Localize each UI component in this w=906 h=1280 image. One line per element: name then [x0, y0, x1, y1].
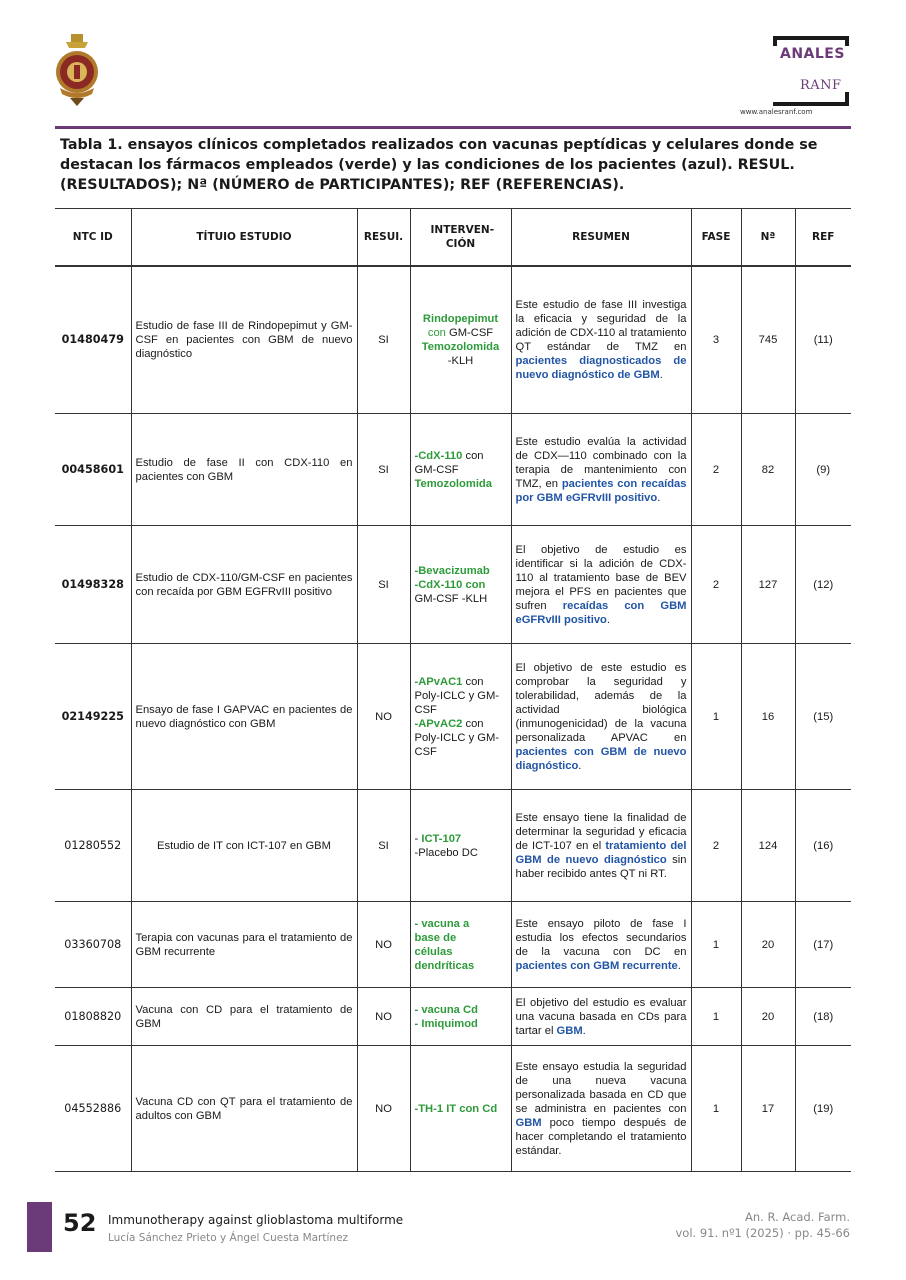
header-ntc-id: NTC ID [55, 209, 131, 266]
phase-cell: 1 [691, 644, 741, 790]
table-row [55, 526, 851, 644]
phase-cell: 1 [691, 902, 741, 988]
phase-cell: 1 [691, 988, 741, 1046]
ntc-id-cell: 03360708 [55, 902, 131, 988]
summary-cell [511, 988, 691, 1046]
study-title-cell: Vacuna CD con QT para el tratamiento de adultos con GBM [131, 1046, 357, 1172]
summary-text: Este ensayo tiene la finalidad de determinar la seguridad y eficacia de ICT-107 en el [515, 811, 687, 852]
patient-condition: GBM [556, 1024, 583, 1037]
result-cell: NO [357, 902, 410, 988]
phase-cell: 2 [691, 790, 741, 902]
summary-text: . [606, 613, 610, 626]
drug-name: - vacuna a base de células dendríticas [414, 917, 475, 972]
ref-cell: (16) [795, 790, 851, 902]
ref-cell: (9) [795, 414, 851, 526]
patient-condition: pacientes con recaídas por GBM eGFRvIII positivo [515, 477, 687, 504]
ref-cell: (19) [795, 1046, 851, 1172]
study-title-cell: Estudio de IT con ICT-107 en GBM [131, 790, 357, 902]
intervention-cell [410, 644, 511, 790]
intervention-text: con Poly-ICLC y GM-CSF [414, 717, 500, 758]
intervention-text: - [414, 832, 422, 845]
participants-cell: 127 [741, 526, 795, 644]
study-title-cell: Ensayo de fase I GAPVAC en pacientes de nuevo diagnóstico con GBM [131, 644, 357, 790]
summary-cell [511, 902, 691, 988]
summary-text: El objetivo del estudio es evaluar una vacuna basada en CDs para tartar el [515, 996, 687, 1037]
study-title-cell: Terapia con vacunas para el tratamiento de GBM recurrente [131, 902, 357, 988]
summary-cell [511, 266, 691, 414]
summary-cell [511, 414, 691, 526]
summary-text: El objetivo de estudio es identificar si la adición de CDX-110 al tratamiento base de BEV mejora el PFS en pacientes que sufren [515, 543, 687, 612]
academy-seal-icon [52, 32, 102, 107]
clinical-trials-table [55, 208, 851, 1172]
result-cell: SI [357, 414, 410, 526]
ntc-id-cell: 02149225 [55, 644, 131, 790]
phase-cell: 3 [691, 266, 741, 414]
result-cell: NO [357, 1046, 410, 1172]
footer-accent-bar [27, 1202, 52, 1252]
summary-text: Este ensayo piloto de fase I estudia los efectos secundarios de la vacuna con DC en [515, 917, 687, 958]
drug-name: - Imiquimod [414, 1017, 478, 1030]
intervention-cell [410, 526, 511, 644]
journal-citation [550, 1209, 850, 1241]
drug-name: - vacuna Cd [414, 1003, 478, 1016]
drug-name: -APvAC1 [414, 675, 463, 688]
ntc-id-cell: 00458601 [55, 414, 131, 526]
participants-cell: 745 [741, 266, 795, 414]
table-row [55, 790, 851, 902]
study-title-cell: Vacuna con CD para el tratamiento de GBM [131, 988, 357, 1046]
summary-text: Este estudio evalúa la actividad de CDX—110 combinado con la terapia de mantenimiento con TMZ, en [515, 435, 687, 490]
study-title-cell: Estudio de fase III de Rindopepimut y GM-CSF en pacientes con GBM de nuevo diagnóstico [131, 266, 357, 414]
result-cell: SI [357, 266, 410, 414]
drug-name: -CdX-110 con [414, 578, 486, 591]
summary-text: Este estudio de fase III investiga la eficacia y seguridad de la adición de CDX-110 al tratamiento QT estándar de TMZ en [515, 298, 687, 353]
table-row [55, 902, 851, 988]
logo-anales: ANALES [780, 46, 845, 62]
header-intervention [410, 209, 511, 266]
participants-cell: 20 [741, 988, 795, 1046]
logo-bracket-bottom [773, 92, 849, 106]
summary-text: poco tiempo después de hacer completando el tratamiento estándar. [515, 1116, 687, 1157]
result-cell: NO [357, 644, 410, 790]
table-caption: Tabla 1. ensayos clínicos completados realizados con vacunas peptídicas y celulares donde se destacan los fármacos empleados (verde) y las condiciones de los pacientes (azul). RESUL. (RESULTADOS); Nª (NÚMERO de PARTICIPANTES); REF (REFERENCIAS). [60, 137, 818, 193]
result-cell: NO [357, 988, 410, 1046]
intervention-cell [410, 988, 511, 1046]
ntc-id-cell: 01480479 [55, 266, 131, 414]
intervention-cell [410, 414, 511, 526]
ref-cell: (12) [795, 526, 851, 644]
header-title: TÍTUIO ESTUDIO [131, 209, 357, 266]
patient-condition: pacientes con GBM recurrente [515, 959, 678, 972]
ref-cell: (17) [795, 902, 851, 988]
ntc-id-cell: 01280552 [55, 790, 131, 902]
table-row [55, 988, 851, 1046]
participants-cell: 82 [741, 414, 795, 526]
ntc-id-cell: 04552886 [55, 1046, 131, 1172]
phase-cell: 1 [691, 1046, 741, 1172]
intervention-cell [410, 266, 511, 414]
summary-cell [511, 526, 691, 644]
drug-name: -TH-1 IT con Cd [414, 1102, 498, 1115]
summary-cell [511, 1046, 691, 1172]
result-cell: SI [357, 526, 410, 644]
header-phase: FASE [691, 209, 741, 266]
ref-cell: (18) [795, 988, 851, 1046]
study-title-cell: Estudio de fase II con CDX-110 en pacientes con GBM [131, 414, 357, 526]
intervention-cell [410, 790, 511, 902]
result-cell: SI [357, 790, 410, 902]
ref-cell: (11) [795, 266, 851, 414]
participants-cell: 16 [741, 644, 795, 790]
intervention-text: con Poly-ICLC y GM-CSF [414, 675, 500, 716]
logo-url: www.analesranf.com [740, 108, 813, 116]
journal-volume: vol. 91. nº1 (2025) · pp. 45-66 [675, 1226, 850, 1240]
summary-text: . [677, 959, 681, 972]
journal-name: An. R. Acad. Farm. [745, 1210, 850, 1224]
table-row [55, 266, 851, 414]
page-number: 52 [63, 1209, 97, 1237]
participants-cell: 20 [741, 902, 795, 988]
patient-condition: pacientes diagnosticados de nuevo diagnóstico de GBM [515, 354, 687, 381]
summary-cell [511, 790, 691, 902]
header-rule [55, 126, 851, 129]
summary-text: . [578, 759, 582, 772]
phase-cell: 2 [691, 526, 741, 644]
ref-cell: (15) [795, 644, 851, 790]
intervention-text: GM-CSF -KLH [414, 592, 488, 605]
summary-text: El objetivo de este estudio es comprobar la seguridad y tolerabilidad, además de la actividad biológica (inmunogenicidad) de la vacuna personalizada APVAC en [515, 661, 687, 744]
summary-text: Este ensayo estudia la seguridad de una nueva vacuna personalizada basada en CD que se administra en pacientes con [515, 1060, 687, 1115]
table-row [55, 414, 851, 526]
header-ref: REF [795, 209, 851, 266]
drug-name: -APvAC2 [414, 717, 463, 730]
study-title-cell: Estudio de CDX-110/GM-CSF en pacientes con recaída por GBM EGFRvIII positivo [131, 526, 357, 644]
patient-condition: tratamiento del GBM de nuevo diagnóstico [515, 839, 687, 866]
intervention-text: GM-CSF [445, 326, 494, 339]
intervention-text: con GM-CSF [414, 449, 484, 476]
drug-name: ICT-107 [421, 832, 462, 845]
header-participants: Nª [741, 209, 795, 266]
table-header-row [55, 209, 851, 266]
intervention-cell [410, 902, 511, 988]
patient-condition: GBM [515, 1116, 542, 1129]
header-result: RESUI. [357, 209, 410, 266]
summary-text: . [582, 1024, 586, 1037]
drug-name: Rindopepimut [422, 312, 499, 325]
logo-ranf: RANF [800, 78, 842, 93]
drug-name: Temozolomida [414, 477, 492, 490]
header-intervention-label: INTERVEN-CIÓN [430, 223, 495, 250]
header-summary: RESUMEN [511, 209, 691, 266]
running-authors: Lucía Sánchez Prieto y Ángel Cuesta Martínez [108, 1232, 349, 1244]
patient-condition: pacientes con GBM de nuevo diagnóstico [515, 745, 687, 772]
drug-name: Temozolomida [421, 340, 500, 353]
summary-text: . [659, 368, 663, 381]
participants-cell: 17 [741, 1046, 795, 1172]
ntc-id-cell: 01498328 [55, 526, 131, 644]
table-row [55, 644, 851, 790]
logo-bracket-top [773, 36, 849, 46]
summary-cell [511, 644, 691, 790]
summary-text: sin haber recibido antes QT ni RT. [515, 853, 687, 880]
patient-condition: recaídas con GBM eGFRvIII positivo [515, 599, 687, 626]
phase-cell: 2 [691, 414, 741, 526]
participants-cell: 124 [741, 790, 795, 902]
intervention-cell [410, 1046, 511, 1172]
intervention-text: -Placebo DC [414, 846, 478, 859]
drug-name: -Bevacizumab [414, 564, 490, 577]
running-title: Immunotherapy against glioblastoma multiforme [108, 1213, 404, 1227]
journal-logo [740, 36, 852, 118]
intervention-connector: con [427, 326, 446, 339]
ntc-id-cell: 01808820 [55, 988, 131, 1046]
drug-name: -CdX-110 [414, 449, 463, 462]
table-row [55, 1046, 851, 1172]
intervention-text: -KLH [447, 354, 474, 367]
summary-text: . [657, 491, 661, 504]
